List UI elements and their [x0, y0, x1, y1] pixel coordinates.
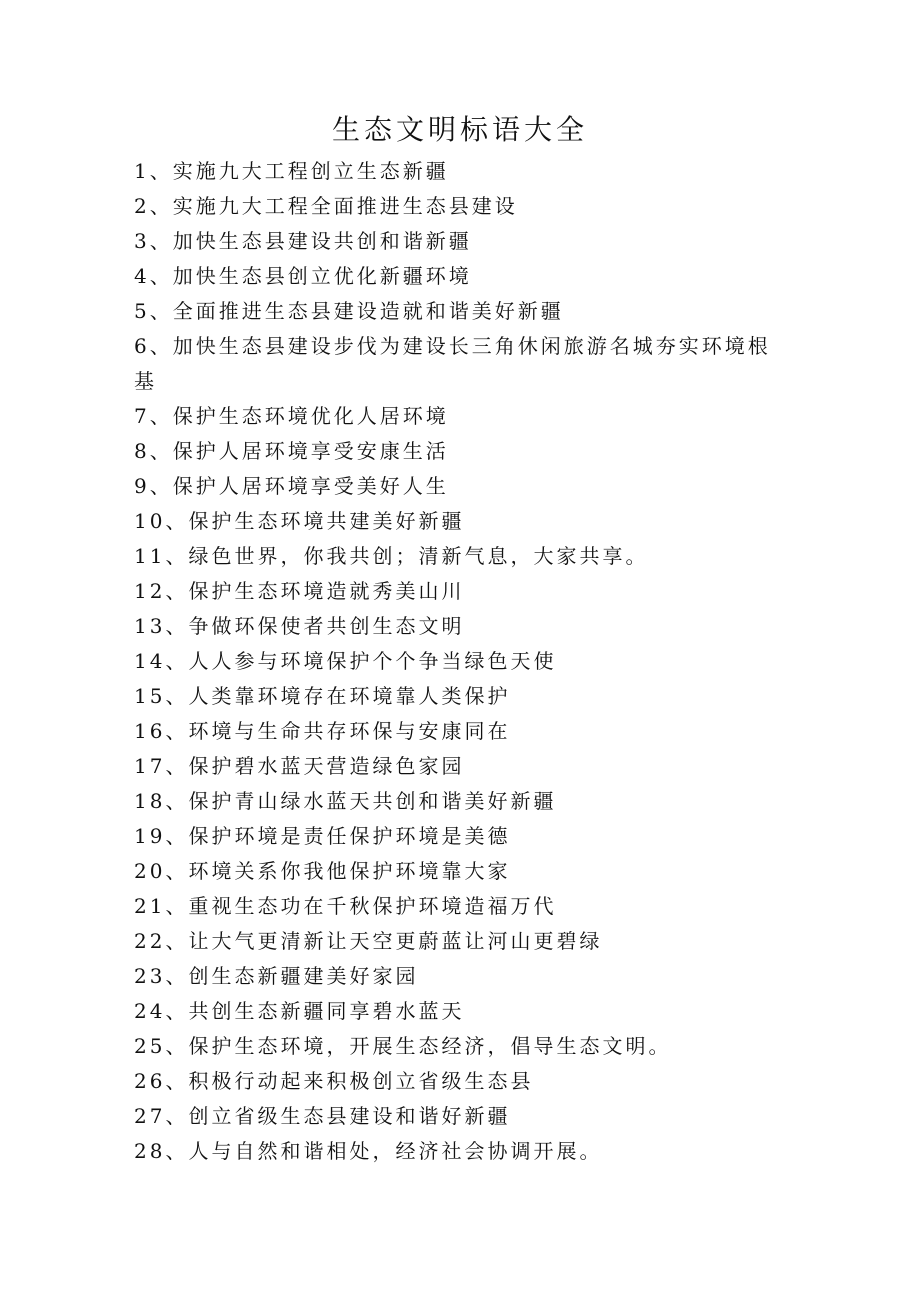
list-item: 10、保护生态环境共建美好新疆	[134, 509, 465, 533]
list-item: 13、争做环保使者共创生态文明	[134, 614, 465, 638]
list-item: 12、保护生态环境造就秀美山川	[134, 579, 465, 603]
list-item: 21、重视生态功在千秋保护环境造福万代	[134, 894, 557, 918]
list-item: 22、让大气更清新让天空更蔚蓝让河山更碧绿	[134, 929, 603, 953]
list-item: 8、保护人居环境享受安康生活	[134, 439, 449, 463]
list-item: 18、保护青山绿水蓝天共创和谐美好新疆	[134, 789, 557, 813]
list-item: 3、加快生态县建设共创和谐新疆	[134, 229, 472, 253]
list-item: 20、环境关系你我他保护环境靠大家	[134, 859, 511, 883]
list-item: 25、保护生态环境，开展生态经济，倡导生态文明。	[134, 1034, 672, 1058]
list-item: 1、实施九大工程创立生态新疆	[134, 159, 449, 183]
list-item: 26、积极行动起来积极创立省级生态县	[134, 1069, 534, 1093]
list-item: 24、共创生态新疆同享碧水蓝天	[134, 999, 465, 1023]
list-item: 19、保护环境是责任保护环境是美德	[134, 824, 511, 848]
list-item: 16、环境与生命共存环保与安康同在	[134, 719, 511, 743]
list-item: 17、保护碧水蓝天营造绿色家园	[134, 754, 465, 778]
list-item: 27、创立省级生态县建设和谐好新疆	[134, 1104, 511, 1128]
list-item: 9、保护人居环境享受美好人生	[134, 474, 449, 498]
list-item: 6、加快生态县建设步伐为建设长三角休闲旅游名城夯实环境根基	[134, 334, 771, 393]
page-title: 生态文明标语大全	[331, 113, 588, 146]
list-item: 2、实施九大工程全面推进生态县建设	[134, 194, 518, 218]
list-item: 23、创生态新疆建美好家园	[134, 964, 419, 988]
list-item: 15、人类靠环境存在环境靠人类保护	[134, 684, 511, 708]
list-item: 4、加快生态县创立优化新疆环境	[134, 264, 472, 288]
list-item: 28、人与自然和谐相处，经济社会协调开展。	[134, 1139, 603, 1163]
list-item: 7、保护生态环境优化人居环境	[134, 404, 449, 428]
list-item: 11、绿色世界，你我共创；清新气息，大家共享。	[134, 544, 649, 568]
slogan-list	[134, 154, 784, 1169]
list-item: 5、全面推进生态县建设造就和谐美好新疆	[134, 299, 564, 323]
list-item: 14、人人参与环境保护个个争当绿色天使	[134, 649, 557, 673]
